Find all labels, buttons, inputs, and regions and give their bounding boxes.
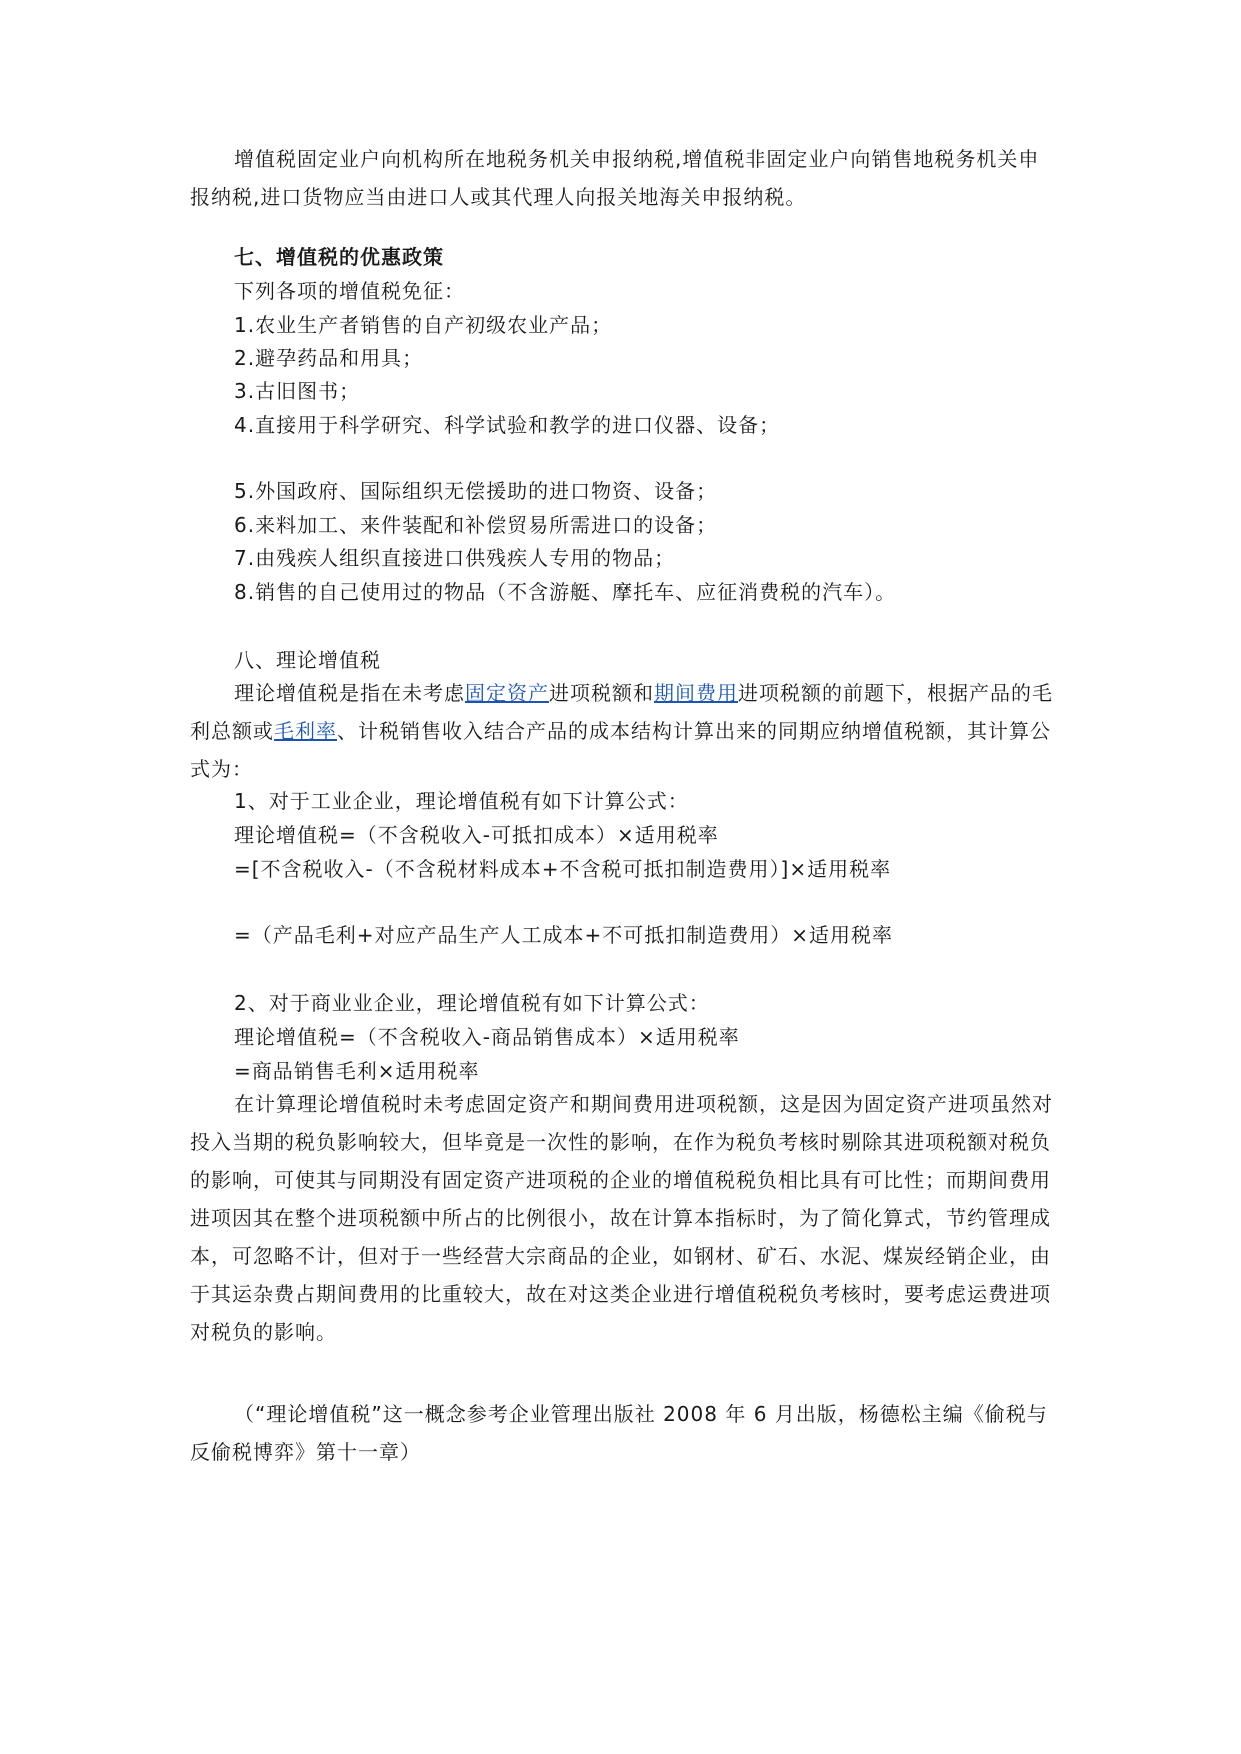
gross-margin-link[interactable]: 毛利率 [274,719,337,743]
definition-text: 进项税额和 [549,681,654,705]
exemption-item: 3.古旧图书； [234,379,361,403]
definition-text: 进项税额的前题下，根据产品的毛利总额或 [190,681,1053,743]
definition-text: 理论增值税是指在未考虑 [234,681,465,705]
section7-heading: 七、增值税的优惠政策 [234,245,444,269]
exemption-item: 6.来料加工、来件装配和补偿贸易所需进口的设备； [234,513,718,537]
exemption-item: 8.销售的自己使用过的物品（不含游艇、摩托车、应征消费税的汽车）。 [234,580,897,604]
period-expenses-link[interactable]: 期间费用 [654,681,738,705]
commercial-title: 2、对于商业业企业，理论增值税有如下计算公式： [234,991,710,1015]
formula-line: =商品销售毛利×适用税率 [234,1059,480,1083]
exemption-item: 7.由残疾人组织直接进口供残疾人专用的物品； [234,546,676,570]
formula-line: =（产品毛利+对应产品生产人工成本+不可抵扣制造费用）×适用税率 [234,923,894,947]
formula-line: 理论增值税=（不含税收入-商品销售成本）×适用税率 [234,1025,740,1049]
exemption-item: 4.直接用于科学研究、科学试验和教学的进口仪器、设备； [234,413,781,437]
definition-paragraph [190,674,1060,788]
intro-paragraph: 增值税固定业户向机构所在地税务机关申报纳税,增值税非固定业户向销售地税务机关申报纳税,进口货物应当由进口人或其代理人向报关地海关申报纳税。 [190,147,1040,209]
citation-paragraph: （“理论增值税”这一概念参考企业管理出版社 2008 年 6 月出版，杨德松主编《偷税与反偷税博弈》第十一章） [190,1402,1048,1464]
section8-heading: 八、理论增值税 [234,648,381,672]
formula-line: 理论增值税=（不含税收入-可抵扣成本）×适用税率 [234,823,719,847]
industrial-title: 1、对于工业企业，理论增值税有如下计算公式： [234,789,689,813]
definition-text: 、计税销售收入结合产品的成本结构计算出来的同期应纳增值税额，其计算公式为： [190,719,1051,781]
formula-line: =[不含税收入-（不含税材料成本+不含税可抵扣制造费用）]×适用税率 [234,857,892,881]
exemption-item: 5.外国政府、国际组织无偿援助的进口物资、设备； [234,479,718,503]
fixed-assets-link[interactable]: 固定资产 [465,681,549,705]
explanation-paragraph: 在计算理论增值税时未考虑固定资产和期间费用进项税额，这是因为固定资产进项虽然对投入当期的税负影响较大，但毕竟是一次性的影响，在作为税负考核时剔除其进项税额对税负的影响，可使其与同期没有固定资产进项税的企业的增值税税负相比具有可比性；而期间费用进项因其在整个进项税额中所占的比例很小，故在计算本指标时，为了简化算式，节约管理成本，可忽略不计，但对于一些经营大宗商品的企业，如钢材、矿石、水泥、煤炭经销企业，由于其运杂费占期间费用的比重较大，故在对这类企业进行增值税税负考核时，要考虑运费进项对税负的影响。 [190,1092,1053,1344]
section7-lead: 下列各项的增值税免征： [234,279,465,303]
exemption-item: 1.农业生产者销售的自产初级农业产品； [234,313,613,337]
exemption-item: 2.避孕药品和用具； [234,346,424,370]
